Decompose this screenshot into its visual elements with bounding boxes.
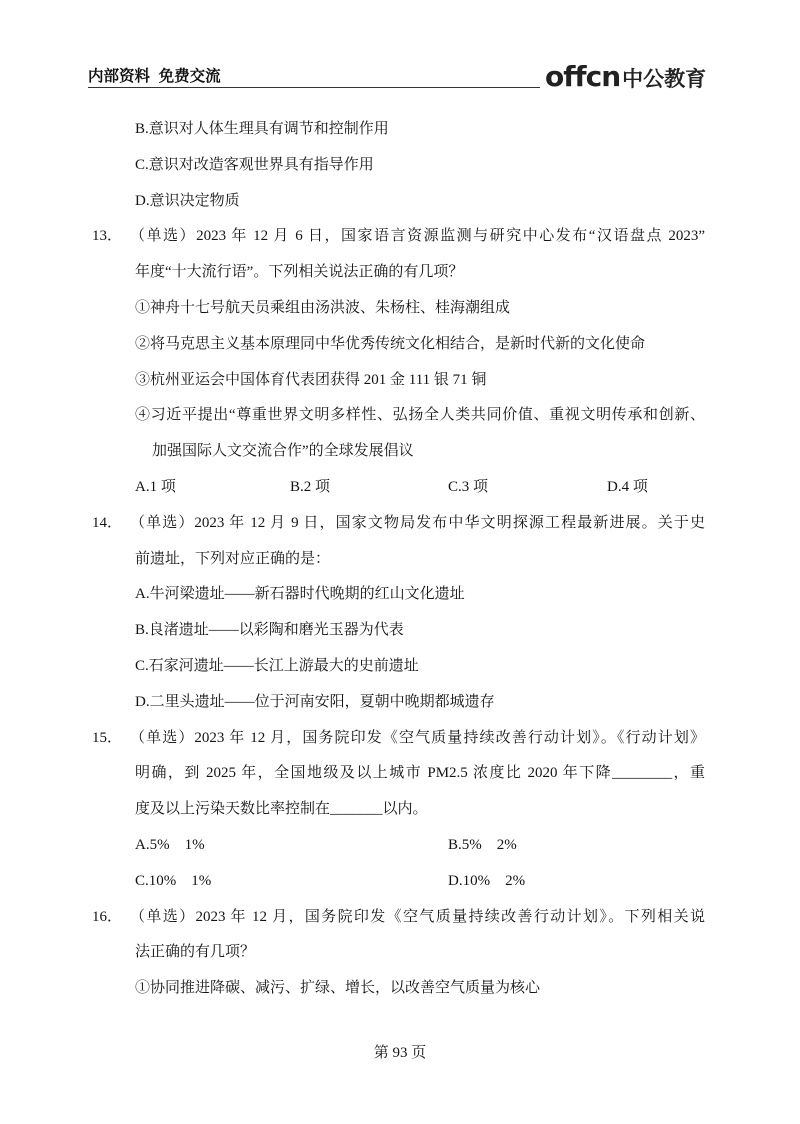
option-c: C.石家河遗址——长江上游最大的史前遗址 xyxy=(135,657,419,674)
options-row xyxy=(0,828,800,864)
question-number: 16． xyxy=(92,908,123,925)
option-c: C.10% 1% xyxy=(135,872,212,889)
logo-chinese-name: 中公教育 xyxy=(622,67,707,91)
options-row xyxy=(0,470,800,506)
question-header-line xyxy=(0,219,800,255)
page-content xyxy=(0,112,800,1007)
question-stem-line: 明确，到 2025 年，全国地级及以上城市 PM2.5 浓度比 2020 年下降________，重 xyxy=(135,765,705,782)
option-b: B.2 项 xyxy=(290,478,331,495)
option-c: C.3 项 xyxy=(448,478,489,495)
option-d: D.意识决定物质 xyxy=(135,192,240,209)
option-b: B.5% 2% xyxy=(448,836,517,853)
offcn-logo xyxy=(545,60,706,94)
statement-item: ①协同推进降碳、减污、扩绿、增长，以改善空气质量为核心 xyxy=(135,980,541,997)
option-b: B.意识对人体生理具有调节和控制作用 xyxy=(135,121,389,137)
statement-item: ①神舟十七号航天员乘组由汤洪波、朱杨柱、桂海潮组成 xyxy=(135,299,511,316)
option-b: B.良渚遗址——以彩陶和磨光玉器为代表 xyxy=(135,622,404,639)
options-row xyxy=(0,864,800,900)
page-number: 第 93 页 xyxy=(373,1045,427,1061)
question-stem-line: （单选）2023 年 12 月 9 日，国家文物局发布中华文明探源工程最新进展。关于史 xyxy=(130,514,705,531)
question-stem-line: （单选）2023 年 12 月，国务院印发《空气质量持续改善行动计划》。《行动计划》 xyxy=(130,729,705,746)
statement-item-continued: 加强国际人文交流合作”的全球发展倡议 xyxy=(152,443,414,460)
option-d: D.4 项 xyxy=(607,478,648,495)
statement-item: ④习近平提出“尊重世界文明多样性、弘扬全人类共同价值、重视文明传承和创新、 xyxy=(135,407,705,424)
option-a: A.1 项 xyxy=(135,478,176,495)
question-12-tail xyxy=(0,112,800,219)
question-header-line xyxy=(0,506,800,542)
question-stem-line: 法正确的有几项？ xyxy=(135,944,256,961)
question-stem-line: （单选）2023 年 12 月 6 日，国家语言资源监测与研究中心发布“汉语盘点 2023” xyxy=(130,228,705,245)
question-14 xyxy=(0,506,800,721)
statement-item: ③杭州亚运会中国体育代表团获得 201 金 111 银 71 铜 xyxy=(135,371,487,388)
question-stem-line: （单选）2023 年 12 月，国务院印发《空气质量持续改善行动计划》。下列相关说 xyxy=(130,908,705,925)
option-a: A.牛河梁遗址——新石器时代晚期的红山文化遗址 xyxy=(135,586,465,603)
option-c: C.意识对改造客观世界具有指导作用 xyxy=(135,156,374,173)
question-15 xyxy=(0,721,800,900)
question-number: 14． xyxy=(92,514,123,531)
option-d: D.二里头遗址——位于河南安阳，夏朝中晚期都城遗存 xyxy=(135,693,495,710)
header-rule xyxy=(88,87,540,88)
question-header-line xyxy=(0,721,800,757)
question-number: 15． xyxy=(92,729,123,746)
logo-wordmark: offcn xyxy=(545,60,621,93)
question-stem-line: 年度“十大流行语”。下列相关说法正确的有几项？ xyxy=(135,264,464,281)
question-header-line xyxy=(0,900,800,936)
question-stem-line: 度及以上污染天数比率控制在_______以内。 xyxy=(135,801,428,818)
question-16 xyxy=(0,900,800,1007)
option-a: A.5% 1% xyxy=(135,836,205,853)
question-13 xyxy=(0,219,800,505)
question-stem-line: 前遗址，下列对应正确的是： xyxy=(135,550,331,567)
question-number: 13． xyxy=(92,228,123,245)
statement-item: ②将马克思主义基本原理同中华优秀传统文化相结合，是新时代新的文化使命 xyxy=(135,335,646,352)
header-label: 内部资料 免费交流 xyxy=(88,68,221,85)
option-d: D.10% 2% xyxy=(448,872,526,889)
